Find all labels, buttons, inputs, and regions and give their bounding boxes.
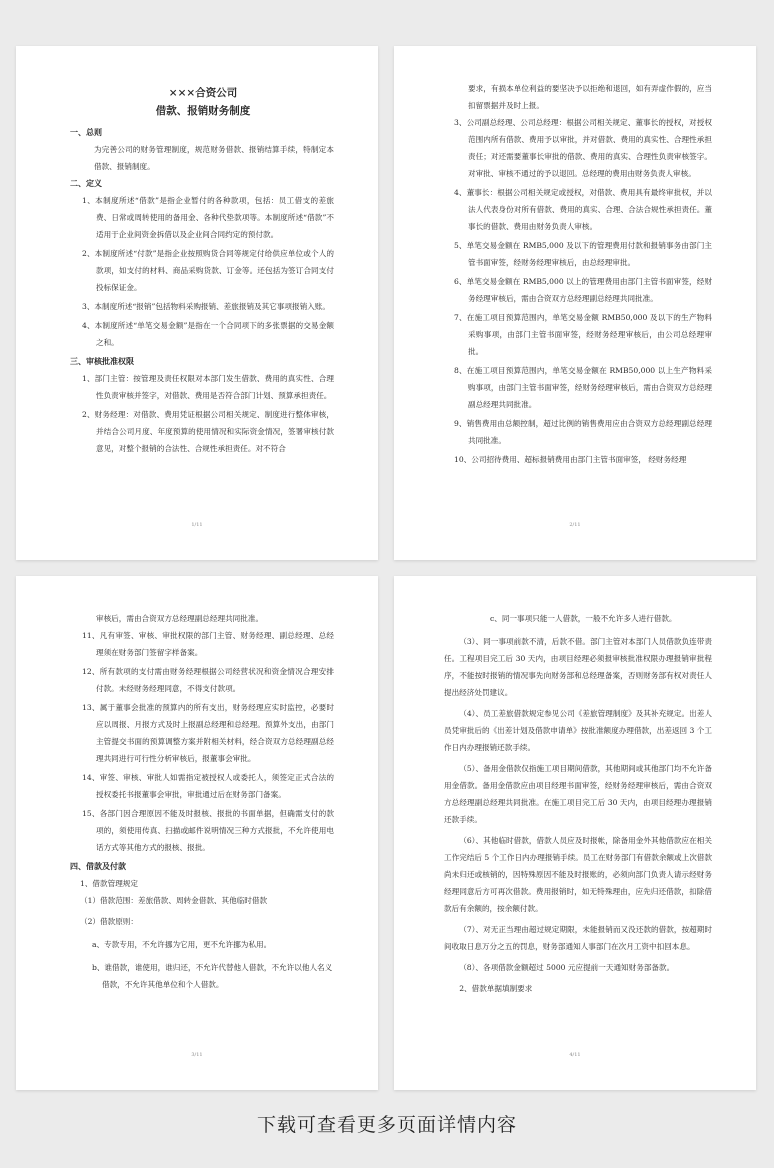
- paragraph: 为完善公司的财务管理制度，规范财务借款、报销结算手续，特制定本借款、报销制度。: [94, 145, 334, 171]
- list-item: 4、董事长：根据公司相关规定或授权，对借款、费用具有最终审批权，并以法人代表身份对所有借款、费用的真实、合理、合法合规性承担责任。董事长的借款、费用由财务负责人审核。: [454, 188, 712, 231]
- list-item: 2、财务经理：对借款、费用凭证根据公司相关规定、制度进行整体审核，并结合公司月度、年度预算的使用情况和实际资金情况，签署审核付款意见，对整个报销的合法性、合规性承担责任。对不符合: [82, 410, 334, 453]
- subsection-heading: 2、借款单据填制要求: [459, 984, 533, 993]
- list-item: a、专款专用，不允许挪为它用，更不允许挪为私用。: [92, 940, 272, 949]
- list-item: （1）借款范围：差旅借款、周转金借款、其他临时借款: [80, 896, 268, 905]
- list-item: 5、单笔交易金额在 RMB5,000 及以下的管理费用付款和报销事务由部门主管书面审签，经财务经理审核后，由总经理审批。: [454, 241, 712, 267]
- list-item: 7、在施工项目预算范围内，单笔交易金额 RMB50,000 及以下的生产物料采购事项，由部门主管书面审签，经财务经理审核后，由公司总经理审批。: [454, 313, 712, 356]
- document-subtitle: 借款、报销财务制度: [155, 105, 251, 117]
- list-item: 12、所有款项的支付需由财务经理根据公司经营状况和资金情况合理安排付款。未经财务经理同意，不得支付款项。: [82, 667, 334, 693]
- list-item: 3、公司副总经理、公司总经理：根据公司相关规定、董事长的授权，对授权范围内所有借款、费用予以审批，并对借款、费用的真实性、合理性承担责任；对还需要董事长审批的借款、费用的真实、合理性负责审核签字。对审批、审核不通过的予以退回。总经理的费用由财务负责人审核。: [454, 118, 712, 178]
- page-number: 4/11: [569, 1052, 581, 1058]
- page-number: 2/11: [569, 522, 581, 528]
- list-item: 6、单笔交易金额在 RMB5,000 以上的管理费用由部门主管书面审签，经财务经理审核后，需由合资双方总经理副总经理共同批准。: [454, 277, 712, 303]
- list-item: 2、本制度所述“付款”是指企业按照购货合同等规定付给供应单位或个人的款项，如支付的材料、商品采购货款、订金等。还包括为签订合同支付投标保证金。: [82, 249, 334, 292]
- list-item: 13、属于董事会批准的预算内的所有支出，财务经理应实时监控，必要时应以周报、月报方式及时上报副总经理和总经理。预算外支出，由部门主管提交书面的预算调整方案并附相关材料，经合资双方总经理副总经理共同进行可行性分析审核后，报董事会审批。: [82, 703, 334, 763]
- section-heading: 二、定义: [70, 178, 102, 188]
- list-item: 11、凡有审签、审核、审批权限的部门主管、财务经理、副总经理、总经理须在财务部门签留字样备案。: [82, 631, 334, 657]
- list-item: b、谁借款，谁使用，谁归还，不允许代替他人借款，不允许以他人名义借款，不允许其他单位和个人借款。: [92, 963, 333, 989]
- paragraph: （7）、对无正当理由超过规定期限，未能报销而又没还款的借款，按超期时间收取日息万分之五的罚息，财务部通知人事部门在次月工资中扣回本息。: [444, 925, 712, 951]
- paragraph: （5）、备用金借款仅指施工项目期间借款，其他期间或其他部门均不允许备用金借款。备用金借款应由项目经理书面审签，经财务经理审核后，需由合资双方总经理副总经理共同批准。在施工项目完工后 30 天内，由项目经理办理报销还款手续。: [444, 764, 712, 824]
- list-item: 15、各部门因合理原因不能及时报核、报批的书面单据，但确需支付的款项的，须使用传真、扫描或邮件说明情况三种方式报批，不允许使用电话方式等其他方式的报核、报批。: [82, 809, 334, 852]
- document-page-2: [394, 46, 756, 560]
- page-number: 3/11: [191, 1052, 203, 1058]
- page-number: 1/11: [191, 522, 203, 528]
- list-item: 8、在施工项目预算范围内，单笔交易金额在 RMB50,000 以上生产物料采购事项，由部门主管书面审签，经财务经理审核后，需由合资双方总经理副总经理共同批准。: [454, 366, 712, 409]
- download-more-caption[interactable]: 下载可查看更多页面详情内容: [256, 1114, 517, 1136]
- list-item: 4、本制度所述“单笔交易金额”是指在一个合同项下的多张票据的交易金额之和。: [82, 321, 334, 347]
- list-item: （2）借款原则：: [80, 917, 138, 926]
- paragraph: 审核后，需由合资双方总经理副总经理共同批准。: [96, 614, 264, 623]
- list-item: 14、审签、审核、审批人如需指定被授权人或委托人，须签定正式合法的授权委托书报董事会审批，审批通过后在财务部门备案。: [82, 773, 334, 799]
- section-heading: 一、总则: [70, 127, 102, 137]
- paragraph: （8）、各项借款金额超过 5000 元应提前一天通知财务部备款。: [459, 963, 675, 972]
- document-page-1: [16, 46, 378, 560]
- list-item: 1、本制度所述“借款”是指企业暂付的各种款项，包括：员工借支的差旅费、日常或周转使用的备用金、各种代垫款项等。本制度所述“借款”不适用于企业间资金拆借以及企业间合同约定的预付款。: [82, 196, 334, 239]
- paragraph: （6）、其他临时借款，借款人员应及时报帐，除备用金外其他借款应在相关工作完结后 5 个工作日内办理报销手续。员工在财务部门有借款余额或上次借款尚未归还或核销的，因特殊原因不能及时报账的，必须向部门负责人请示经财务经理同意后方可再次借款。费用报销时，如无特殊理由，应先归还借款，扣除借款后有余额的，按余额付款。: [444, 836, 712, 913]
- paragraph: 要求，有损本单位利益的要坚决予以拒绝和退回，如有弄虚作假的，应当扣留票据并及时上报。: [468, 84, 712, 110]
- list-item: c、同一事项只能一人借款，一般不允许多人进行借款。: [490, 614, 677, 623]
- list-item: 3、本制度所述“报销”包括物料采购报销、差旅报销及其它事项报销入账。: [82, 302, 330, 311]
- section-heading: 三、审核批准权限: [70, 356, 134, 366]
- company-title: ×××合资公司: [168, 87, 238, 99]
- section-heading: 四、借款及付款: [70, 861, 126, 871]
- document-page-3: [16, 576, 378, 1090]
- list-item: 10、公司招待费用、超标报销费用由部门主管书面审签， 经财务经理: [454, 455, 687, 464]
- subsection-heading: 1、借款管理规定: [80, 879, 138, 888]
- paragraph: （3）、同一事项前款不清，后款不借。部门主管对本部门人员借款负连带责任。工程项目完工后 30 天内，由项目经理必须报审核批准权限办理报销审批程序，不能按时报销的情况事先向财务部和总经理备案，否则财务部有权对责任人提出经济处罚建议。: [444, 637, 712, 697]
- list-item: 9、销售费用由总额控制，超过比例的销售费用应由合资双方总经理副总经理共同批准。: [454, 419, 712, 445]
- document-page-4: [394, 576, 756, 1090]
- list-item: 1、部门主管：按管理及责任权限对本部门发生借款、费用的真实性、合理性负责审核并签字，对借款、费用是否符合部门计划、预算承担责任。: [82, 374, 334, 400]
- paragraph: （4）、员工差旅借款规定参见公司《差旅管理制度》及其补充规定。出差人员凭审批后的《出差计划及借款申请单》按批准额度办理借款，出差返回 3 个工作日内办理报销还款手续。: [444, 709, 712, 752]
